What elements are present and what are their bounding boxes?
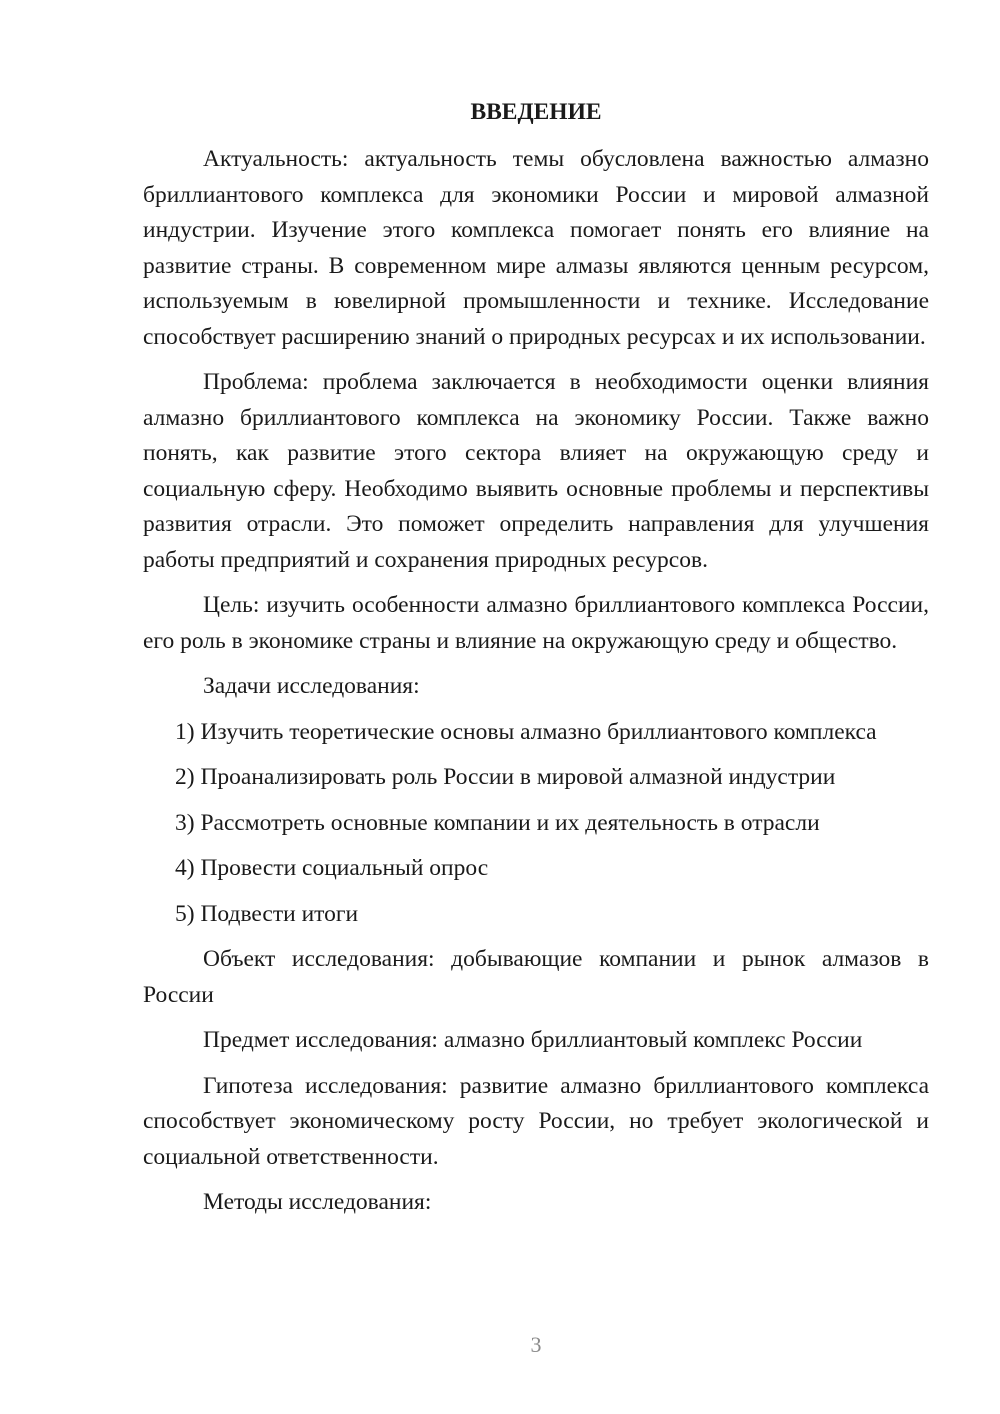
page-content [143, 95, 929, 1231]
relevance-paragraph: Актуальность: актуальность темы обусловлена важностью алмазно бриллиантового комплекса для экономики России и мировой алмазной индустрии. Изучение этого комплекса помогает понять его влияние на развитие страны. В современном мире алмазы являются ценным ресурсом, используемым в ювелирной промышленности и технике. Исследование способствует расширению знаний о природных ресурсах и их использовании. [143, 146, 929, 350]
task-item: 2) Проанализировать роль России в мировой алмазной индустрии [175, 764, 836, 790]
task-item: 1) Изучить теоретические основы алмазно бриллиантового комплекса [175, 718, 877, 745]
page-number: 3 [530, 1332, 542, 1357]
problem-paragraph: Проблема: проблема заключается в необходимости оценки влияния алмазно бриллиантового комплекса на экономику России. Также важно понять, как развитие этого сектора влияет на окружающую среду и социальную сферу. Необходимо выявить основные проблемы и перспективы развития отрасли. Это поможет определить направления для улучшения работы предприятий и сохранения природных ресурсов. [143, 369, 929, 573]
tasks-heading: Задачи исследования: [203, 673, 420, 699]
task-item: 3) Рассмотреть основные компании и их деятельность в отрасли [175, 809, 820, 836]
task-item: 5) Подвести итоги [175, 900, 359, 927]
hypothesis-paragraph: Гипотеза исследования: развитие алмазно бриллиантового комплекса способствует экономическому росту России, но требует экологической и социальной ответственности. [143, 1072, 929, 1170]
goal-paragraph: Цель: изучить особенности алмазно бриллиантового комплекса России, его роль в экономике страны и влияние на окружающую среду и общество. [143, 592, 929, 654]
methods-heading: Методы исследования: [203, 1189, 432, 1215]
page-title: ВВЕДЕНИЕ [470, 99, 602, 125]
object-paragraph: Объект исследования: добывающие компании и рынок алмазов в России [143, 946, 929, 1008]
task-item: 4) Провести социальный опрос [175, 855, 489, 881]
subject-paragraph: Предмет исследования: алмазно бриллиантовый комплекс России [203, 1027, 863, 1053]
